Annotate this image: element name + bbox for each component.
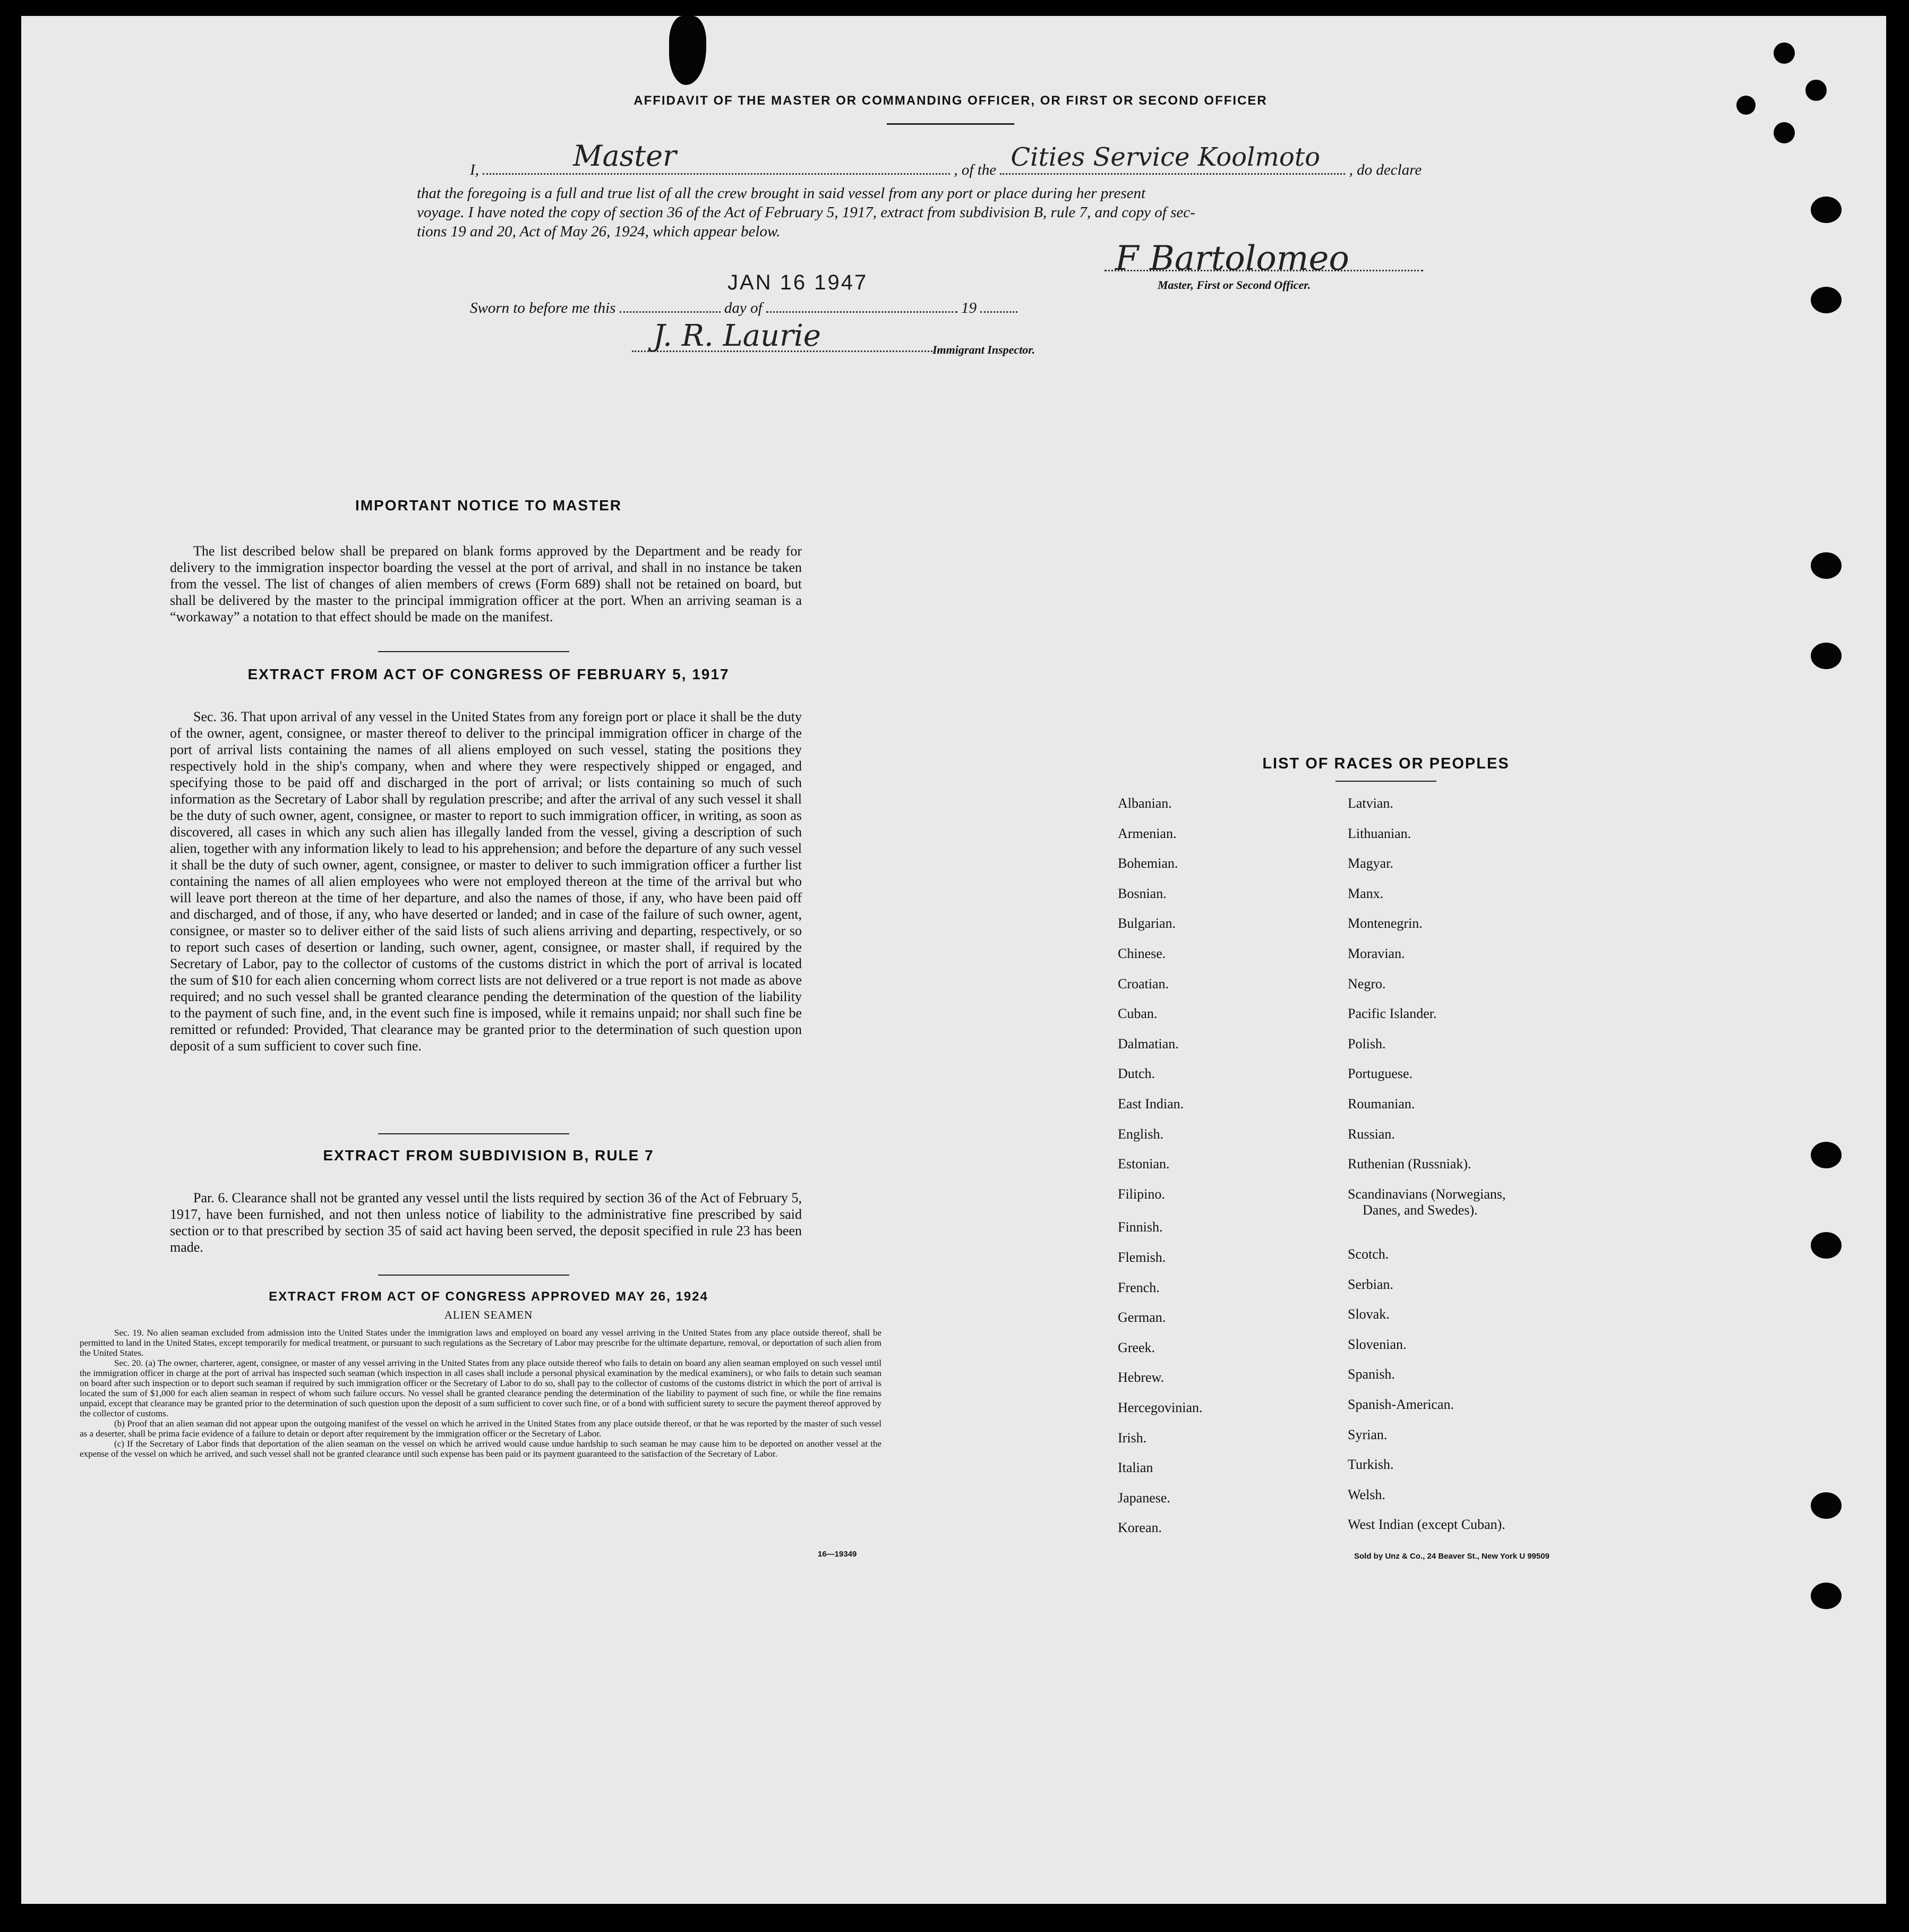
- affidavit-line-3: voyage. I have noted the copy of section 36 of the Act of February 5, 1917, extract from subdivision B, rule 7, and copy of sec-: [417, 204, 1195, 221]
- race-item: Chinese.: [1118, 946, 1166, 961]
- affidavit-line-4: tions 19 and 20, Act of May 26, 1924, which appear below.: [417, 223, 781, 240]
- race-item: Dutch.: [1118, 1066, 1155, 1082]
- punch-hole: [1805, 80, 1827, 101]
- day-of-label: day of: [724, 300, 763, 317]
- punch-hole: [1811, 1142, 1842, 1168]
- race-item: Ruthenian (Russniak).: [1348, 1156, 1471, 1172]
- sold-by-note: Sold by Unz & Co., 24 Beaver St., New York U 99509: [1354, 1552, 1550, 1561]
- race-item: Korean.: [1118, 1520, 1162, 1536]
- punch-hole: [1811, 1492, 1842, 1519]
- race-item: Armenian.: [1118, 825, 1177, 841]
- races-title-underline: [1336, 781, 1436, 782]
- race-item: Scandinavians (Norwegians,: [1348, 1186, 1506, 1202]
- race-item: Manx.: [1348, 885, 1384, 901]
- race-item: Scotch.: [1348, 1246, 1389, 1262]
- race-item: Albanian.: [1118, 796, 1172, 811]
- race-item: Latvian.: [1348, 796, 1393, 811]
- affidavit-line-1: [470, 139, 1458, 182]
- race-item: Magyar.: [1348, 856, 1393, 871]
- punch-hole: [1811, 196, 1842, 223]
- punch-hole: [1811, 1232, 1842, 1259]
- notice-title: IMPORTANT NOTICE TO MASTER: [355, 497, 622, 514]
- extract-1924-subtitle: ALIEN SEAMEN: [444, 1309, 533, 1321]
- title-underline: [887, 123, 1014, 125]
- i-label: I,: [470, 161, 479, 178]
- inspector-caption: Immigrant Inspector.: [932, 343, 1035, 356]
- extract-1924-title: EXTRACT FROM ACT OF CONGRESS APPROVED MAY 26, 1924: [269, 1289, 708, 1304]
- race-item: Estonian.: [1118, 1156, 1170, 1172]
- extract-1917-body: Sec. 36. That upon arrival of any vessel in the United States from any foreign port or place it shall be the duty of the owner, agent, consignee, or master thereof to deliver to the principal immigration officer in charge of the port of arrival lists containing the names of all aliens employed on such vessel, stating the positions they respectively hold in the ship's company, when and where they were respectively shipped or engaged, and specifying those to be paid off and discharged in the port of arrival; or lists containing so much of such information as the Secretary of Labor shall by regulation prescribe; and after the arrival of any such vessel it shall be the duty of such owner, agent, consignee, or master to report to such immigration officer, in writing, as soon as discovered, all cases in which any such alien has illegally landed from the vessel, giving a description of such alien, together with any information likely to lead to his apprehension; and before the departure of any such vessel it shall be the duty of such owner, agent, consignee, or master to deliver to such immigration officer a further list containing the names of all alien employees who were not employed thereon at the time of the arrival but who will leave port thereon at the time of her departure, and also the names of those, if any, who have been paid off and discharged, and of those, if any, who have deserted or landed; and in case of the failure of such owner, agent, consignee, or master so to deliver either of the said lists of such aliens arriving and departing, respectively, or so to report such cases of desertion or landing, such owner, agent, consignee, or master shall, if required by the Secretary of Labor, pay to the collector of customs of the customs district in which the port of arrival is located the sum of $10 for each alien concerning whom correct lists are not delivered or a true report is not made as above required; and no such vessel shall be granted clearance pending the determination of the question of the liability to the payment of such fine, and, in the event such fine is imposed, while it remains unpaid; nor shall such fine be remitted or refunded: Provided, That clearance may be granted prior to the determination of such question upon deposit of a sum sufficient to cover such fine.: [170, 709, 802, 1054]
- punch-hole: [1811, 1583, 1842, 1609]
- race-item: Pacific Islander.: [1348, 1006, 1437, 1022]
- race-item: French.: [1118, 1279, 1160, 1295]
- race-item: Spanish-American.: [1348, 1397, 1454, 1412]
- race-item: German.: [1118, 1310, 1166, 1326]
- punch-hole: [1811, 287, 1842, 313]
- race-item: English.: [1118, 1126, 1163, 1142]
- divider-1: [378, 651, 569, 652]
- races-title: LIST OF RACES OR PEOPLES: [1262, 755, 1510, 772]
- race-item: Hebrew.: [1118, 1370, 1165, 1386]
- race-item: Irish.: [1118, 1430, 1147, 1446]
- sec-20c-text: (c) If the Secretary of Labor finds that deportation of the alien seaman on the vessel on which he arrived would cause undue hardship to such seaman he may cause him to be deported on another vessel at the expense of the vessel on which he arrived, and such vessel shall not be granted clearance until such expense has been paid or its payment guaranteed to the satisfaction of the Secretary of Labor.: [80, 1439, 881, 1459]
- rule7-body: Par. 6. Clearance shall not be granted any vessel until the lists required by section 36 of the Act of February 5, 1917, have been furnished, and not then unless notice of liability to the administrative fine prescribed by said section or to that prescribed by section 35 of said act having been served, the deposit specified in rule 23 has been made.: [170, 1190, 802, 1255]
- race-item: Russian.: [1348, 1126, 1395, 1142]
- race-item: Bosnian.: [1118, 885, 1167, 901]
- race-item: Slovak.: [1348, 1306, 1390, 1322]
- race-item: Lithuanian.: [1348, 825, 1411, 841]
- punch-hole: [1774, 122, 1795, 143]
- race-item: Dalmatian.: [1118, 1036, 1179, 1052]
- rule7-title: EXTRACT FROM SUBDIVISION B, RULE 7: [323, 1147, 654, 1164]
- affidavit-line-2: that the foregoing is a full and true list of all the crew brought in said vessel from any port or place during her present: [417, 185, 1146, 202]
- punch-hole: [1811, 552, 1842, 579]
- race-item: Syrian.: [1348, 1426, 1388, 1442]
- divider-2: [378, 1133, 569, 1134]
- punch-hole: [1811, 643, 1842, 669]
- race-item: Slovenian.: [1348, 1336, 1407, 1352]
- race-item: Filipino.: [1118, 1186, 1165, 1202]
- race-item: Moravian.: [1348, 946, 1405, 961]
- race-item: Japanese.: [1118, 1490, 1170, 1506]
- race-item: East Indian.: [1118, 1096, 1184, 1112]
- race-item: Hercegovinian.: [1118, 1400, 1203, 1415]
- race-item: Danes, and Swedes).: [1363, 1202, 1478, 1218]
- master-handwritten: Master: [573, 139, 677, 173]
- sec-19-text: Sec. 19. No alien seaman excluded from admission into the United States under the immigration laws and employed on board any vessel arriving in the United States from any place outside thereof, shall be permitted to land in the United States, except temporarily for medical treatment, or pursuant to such regulations as the Secretary of Labor may prescribe for the ultimate departure, removal, or deportation of such alien from the United States.: [80, 1328, 881, 1358]
- punch-hole: [1736, 96, 1756, 115]
- punch-hole: [1774, 42, 1795, 64]
- race-item: Flemish.: [1118, 1250, 1166, 1265]
- race-item: Spanish.: [1348, 1366, 1395, 1382]
- ink-blot: [669, 16, 706, 85]
- divider-3: [378, 1275, 569, 1276]
- race-item: Bulgarian.: [1118, 916, 1176, 931]
- race-item: Greek.: [1118, 1339, 1155, 1355]
- race-item: Serbian.: [1348, 1276, 1393, 1292]
- extract-1924-body: [80, 1328, 881, 1459]
- year-prefix: 19: [961, 300, 977, 317]
- race-item: Negro.: [1348, 976, 1386, 991]
- race-item: Turkish.: [1348, 1457, 1394, 1473]
- race-item: Montenegrin.: [1348, 916, 1423, 931]
- vessel-name-handwritten: Cities Service Koolmoto: [1011, 142, 1321, 172]
- race-item: Italian: [1118, 1460, 1153, 1476]
- sec-20b-text: (b) Proof that an alien seaman did not appear upon the outgoing manifest of the vessel on which he arrived in the United States from any place outside thereof, or that he was reported by the master of such vessel as a deserter, shall be prima facie evidence of a failure to detain or deport after requirement by the immigration officer or the Secretary of Labor.: [80, 1418, 881, 1439]
- race-item: Bohemian.: [1118, 856, 1178, 871]
- race-item: Finnish.: [1118, 1219, 1163, 1235]
- date-stamp: JAN 16 1947: [727, 271, 868, 294]
- master-signature: F Bartolomeo: [1115, 239, 1349, 278]
- sworn-line: [470, 300, 1160, 317]
- race-item: Portuguese.: [1348, 1066, 1413, 1082]
- master-caption: Master, First or Second Officer.: [1158, 278, 1311, 292]
- of-the-label: , of the: [954, 161, 997, 178]
- race-item: Croatian.: [1118, 976, 1169, 991]
- document-page: [21, 16, 1886, 1904]
- sworn-label: Sworn to before me this: [470, 300, 616, 317]
- race-item: Roumanian.: [1348, 1096, 1415, 1112]
- race-item: West Indian (except Cuban).: [1348, 1517, 1505, 1533]
- affidavit-title: AFFIDAVIT OF THE MASTER OR COMMANDING OFFICER, OR FIRST OR SECOND OFFICER: [634, 93, 1268, 108]
- race-item: Polish.: [1348, 1036, 1386, 1052]
- sec-20a-text: Sec. 20. (a) The owner, charterer, agent, consignee, or master of any vessel arriving in the United States from any place outside thereof who fails to detain on board any alien seaman employed on such vessel until the immigration officer in charge at the port of arrival has inspected such seaman (which inspection in all cases shall include a personal physical examination by the medical examiners), or who fails to detain such seaman on board after such inspection or to deport such seaman if required by such immigration officer or the Secretary of Labor to do so, shall pay to the collector of customs of the customs district in which the port of arrival is located the sum of $1,000 for each alien seaman in respect of whom such failure occurs. No vessel shall be granted clearance pending the determination of the liability to payment of such fine, or while the fine remains unpaid, except that clearance may be granted prior to the determination of such question upon the deposit of a sum sufficient to cover such fine, or of a bond with sufficient surety to secure the payment thereof approved by the collector of customs.: [80, 1358, 881, 1418]
- do-declare-label: , do declare: [1349, 161, 1422, 178]
- inspector-signature: J. R. Laurie: [653, 319, 821, 353]
- race-item: Welsh.: [1348, 1486, 1385, 1502]
- notice-body: The list described below shall be prepared on blank forms approved by the Department and be ready for delivery to the immigration inspector boarding the vessel at the port of arrival, and shall in no instance be taken from the vessel. The list of changes of alien members of crews (Form 689) shall not be retained on board, but shall be delivered by the master to the principal immigration officer at the port. When an arriving seaman is a “workaway” a notation to that effect should be made on the manifest.: [170, 543, 802, 625]
- form-number: 16—19349: [818, 1550, 857, 1559]
- race-item: Cuban.: [1118, 1006, 1158, 1022]
- extract-1917-title: EXTRACT FROM ACT OF CONGRESS OF FEBRUARY 5, 1917: [247, 666, 730, 682]
